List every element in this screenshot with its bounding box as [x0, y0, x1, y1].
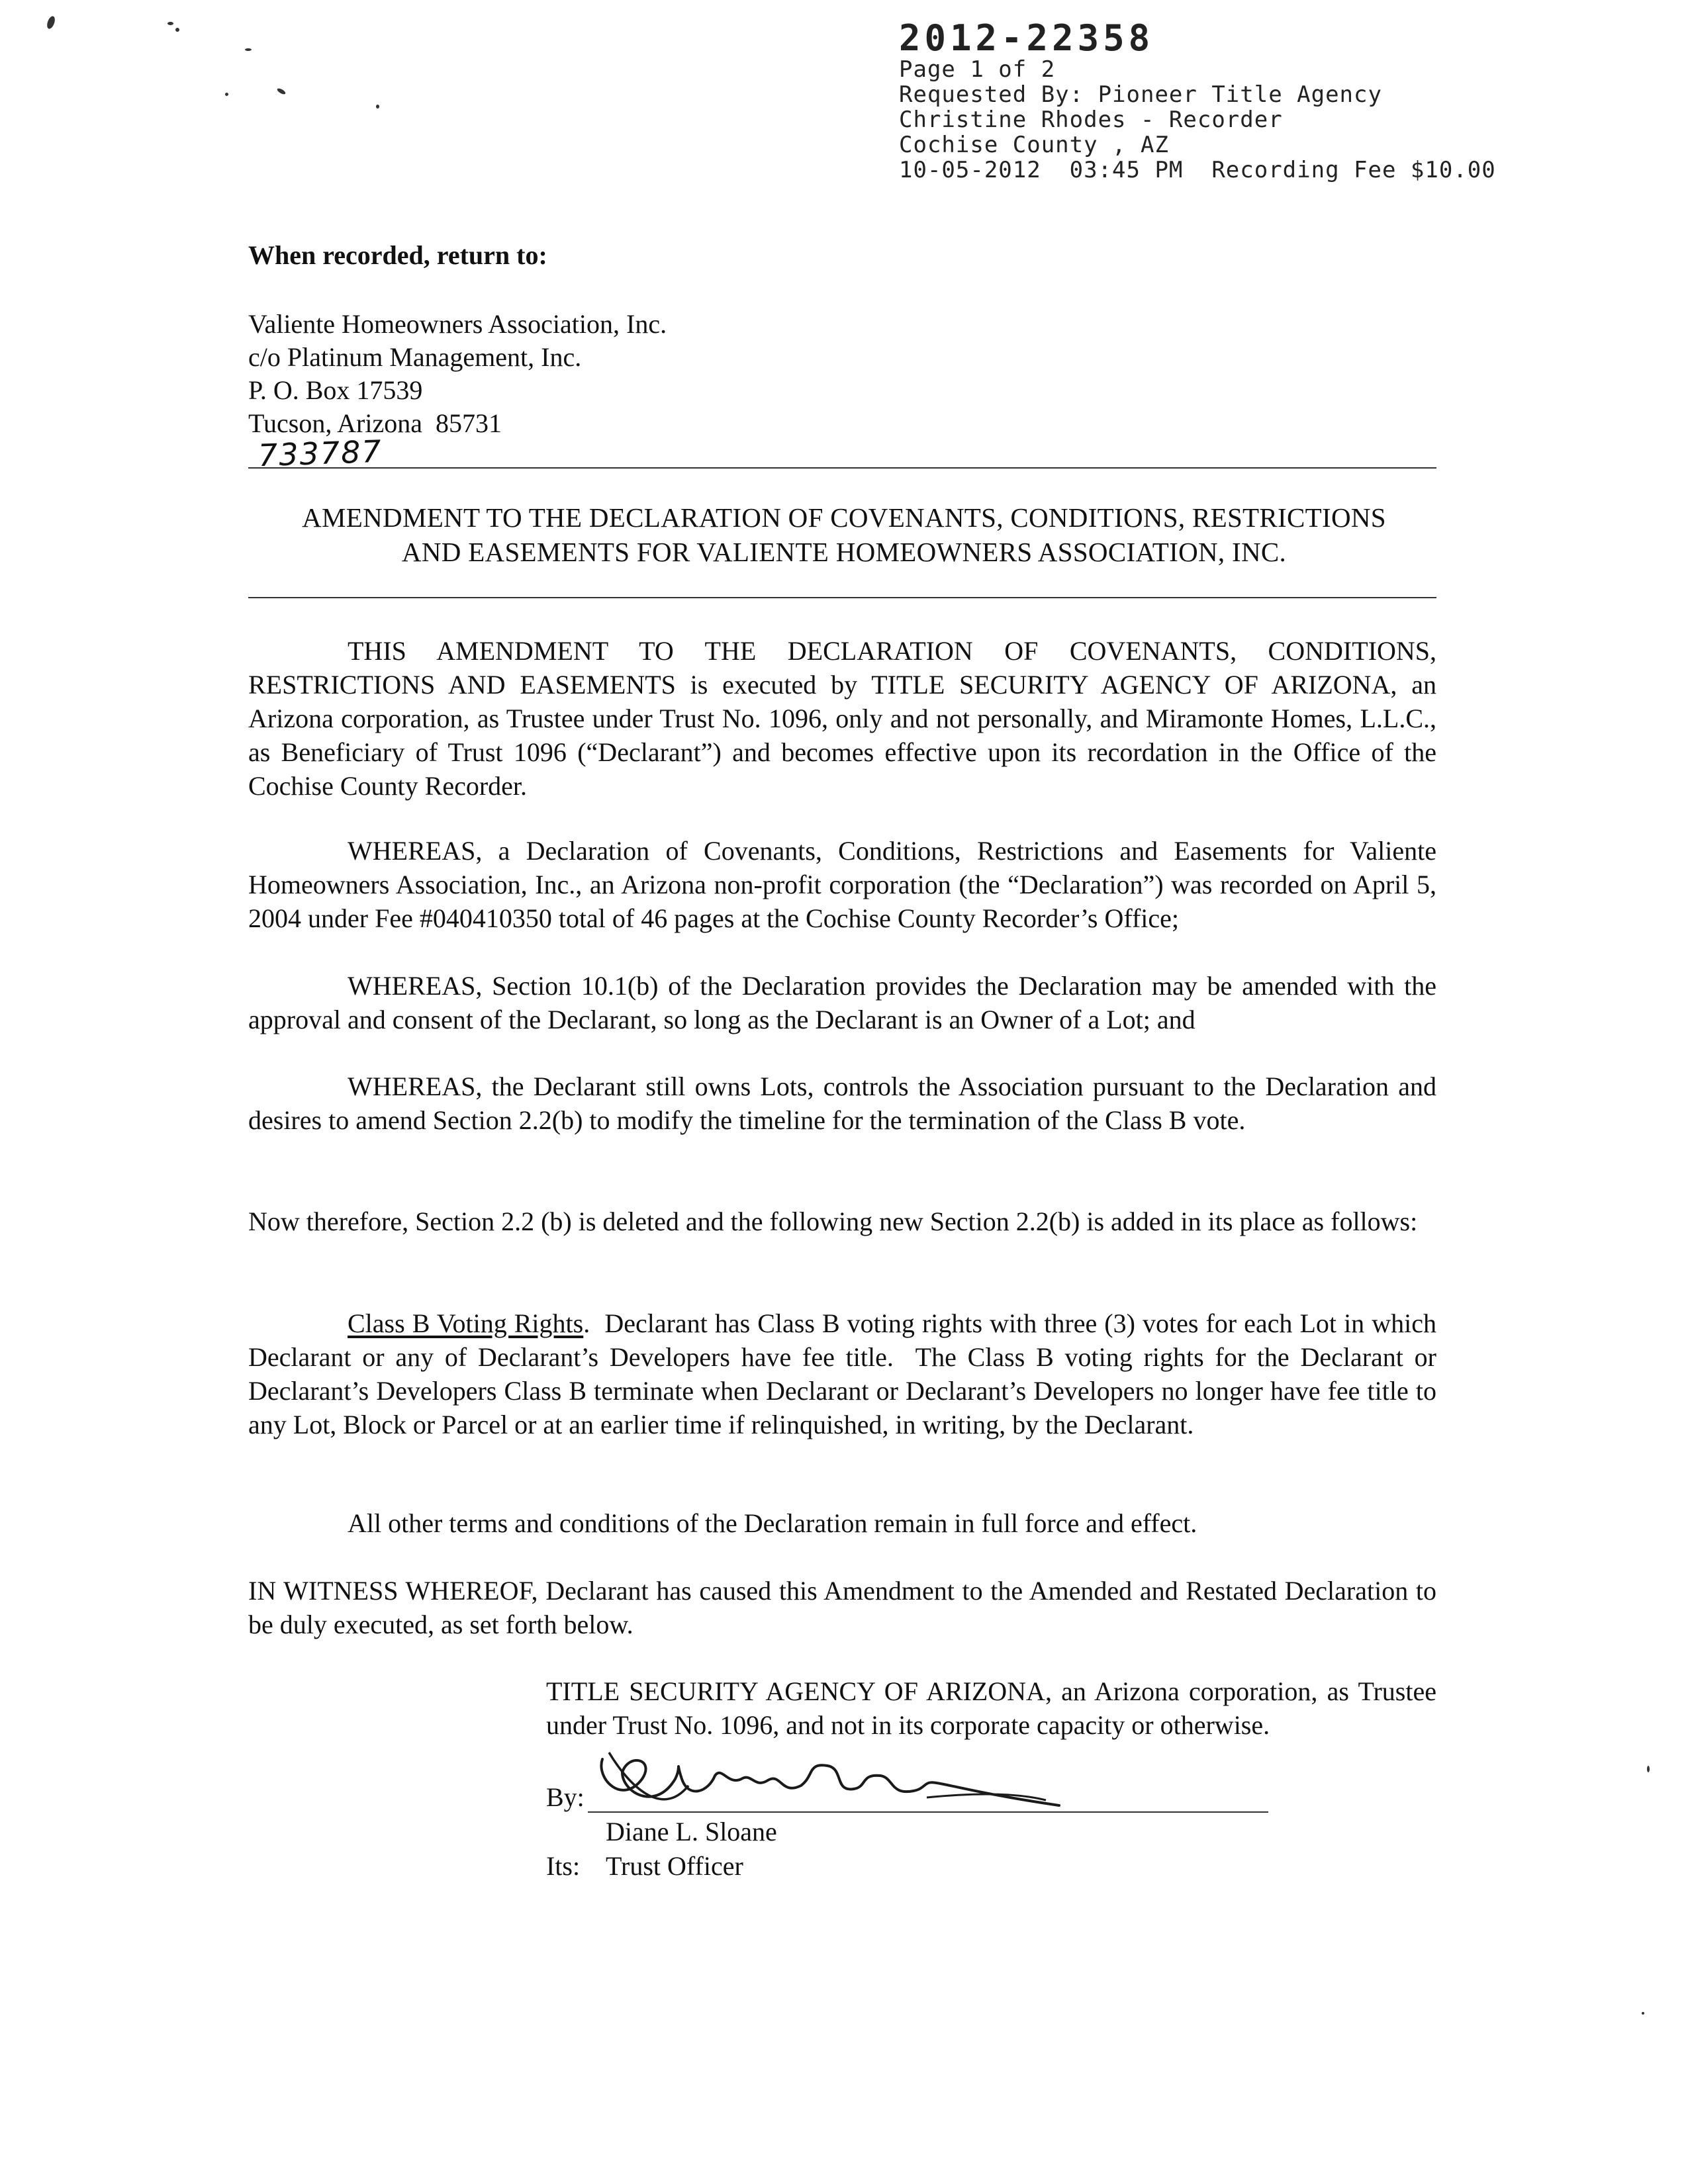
recording-date-fee: 10-05-2012 03:45 PM Recording Fee $10.00 — [899, 157, 1496, 183]
paragraph-witness: IN WITNESS WHEREOF, Declarant has caused this Amendment to the Amended and Restated Declaration to be duly executed, as set forth below. — [248, 1576, 1436, 1639]
signature-by-label: By: — [546, 1782, 585, 1812]
recording-requested-by: Requested By: Pioneer Title Agency — [899, 81, 1382, 108]
paragraph-intro: THIS AMENDMENT TO THE DECLARATION OF COVENANTS, CONDITIONS, RESTRICTIONS AND EASEMENTS is executed by TITLE SECURITY AGENCY OF ARIZONA, an Arizona corporation, as Trustee under Trust No. 1096, only and not personally, and Miramonte Homes, L.L.C., as Beneficiary of Trust 1096 (“Declarant”) and becomes effective upon its recordation in the Office of the Cochise County Recorder. — [248, 636, 1436, 801]
address-line: Valiente Homeowners Association, Inc. — [248, 309, 667, 339]
signer-its-label: Its: — [546, 1851, 581, 1881]
class-b-heading-punct: . — [583, 1308, 590, 1338]
title-line-1: AMENDMENT TO THE DECLARATION OF COVENANTS, CONDITIONS, RESTRICTIONS — [302, 502, 1386, 533]
scan-speck — [276, 87, 286, 95]
scan-speck — [376, 105, 379, 109]
title-line-2: AND EASEMENTS FOR VALIENTE HOMEOWNERS ASSOCIATION, INC. — [401, 537, 1287, 567]
handwritten-number: 733787 — [258, 433, 383, 474]
scan-speck — [225, 93, 228, 96]
signature-line — [588, 1811, 1268, 1813]
paragraph-now-therefore: Now therefore, Section 2.2 (b) is deleted and the following new Section 2.2(b) is added in its place as follows: — [248, 1206, 1418, 1236]
paragraph-class-b — [248, 1306, 1443, 1441]
top-rule — [248, 467, 1436, 469]
return-to-address — [248, 308, 667, 440]
scan-speck — [245, 48, 252, 51]
recording-page: Page 1 of 2 — [899, 56, 1056, 83]
recording-stamp — [899, 17, 1496, 183]
signature-entity: TITLE SECURITY AGENCY OF ARIZONA, an Arizona corporation, as Trustee under Trust No. 1096, and not in its corporate capacity or otherwise. — [546, 1676, 1436, 1740]
paragraph-whereas-1: WHEREAS, a Declaration of Covenants, Conditions, Restrictions and Easements for Valiente Homeowners Association, Inc., an Arizona non-profit corporation (the “Declaration”) was recorded on April 5, 2004 under Fee #040410350 total of 46 pages at the Cochise County Recorder’s Office; — [248, 836, 1436, 933]
class-b-body: Declarant has Class B voting rights with three (3) votes for each Lot in which Declarant or any of Declarant’s Developers have fee title. The Class B voting rights for the Declarant or Declarant’s Developers Class B terminate when Declarant or Declarant’s Developers no longer have fee title to any Lot, Block or Parcel or at an earlier time if relinquished, in writing, by the Declarant. — [248, 1308, 1443, 1439]
recording-number: 2012-22358 — [899, 17, 1154, 59]
address-line: c/o Platinum Management, Inc. — [248, 342, 582, 372]
signer-name: Diane L. Sloane — [606, 1817, 777, 1846]
class-b-heading: Class B Voting Rights — [348, 1308, 584, 1338]
scan-speck — [175, 28, 179, 32]
return-to-heading: When recorded, return to: — [248, 240, 547, 270]
recording-county: Cochise County , AZ — [899, 132, 1169, 158]
paragraph-other-terms: All other terms and conditions of the Declaration remain in full force and effect. — [348, 1508, 1197, 1538]
address-line: Tucson, Arizona 85731 — [248, 408, 502, 438]
scan-speck — [167, 22, 173, 25]
scan-speck — [1642, 2012, 1644, 2015]
scan-speck — [1647, 1766, 1650, 1772]
scan-speck — [46, 15, 56, 30]
document-title — [252, 500, 1436, 569]
signer-title: Trust Officer — [606, 1851, 743, 1881]
recording-recorder: Christine Rhodes - Recorder — [899, 107, 1283, 133]
address-line: P. O. Box 17539 — [248, 375, 423, 405]
paragraph-whereas-2: WHEREAS, Section 10.1(b) of the Declaration provides the Declaration may be amended with the approval and consent of the Declarant, so long as the Declarant is an Owner of a Lot; and — [248, 971, 1436, 1034]
title-rule — [248, 597, 1436, 598]
paragraph-whereas-3: WHEREAS, the Declarant still owns Lots, controls the Association pursuant to the Declaration and desires to amend Section 2.2(b) to modify the timeline for the termination of the Class B vote. — [248, 1071, 1436, 1135]
